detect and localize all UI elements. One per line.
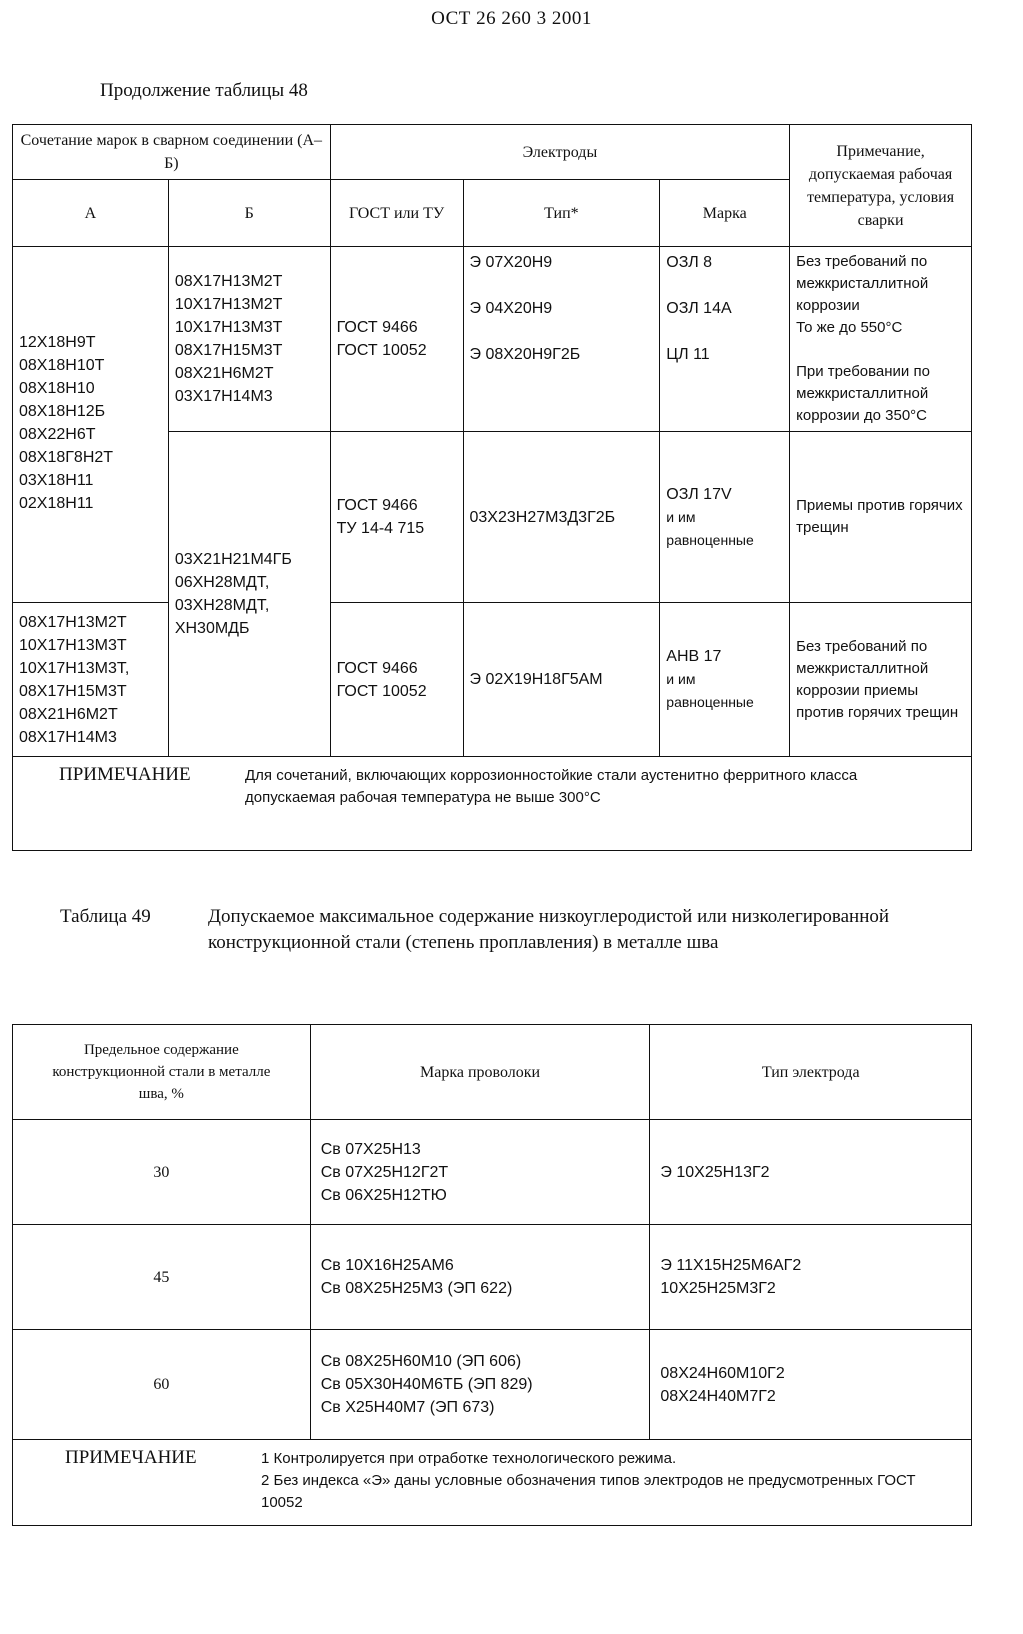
table-49 <box>12 1024 972 1526</box>
a1-item: 08Х18Н10 <box>19 379 95 397</box>
mark-value: ОЗЛ 8 <box>666 254 713 271</box>
wire-list <box>310 1225 650 1330</box>
table-48-note <box>13 757 972 851</box>
mark-value: ЦЛ 11 <box>666 346 710 363</box>
r2-marks <box>660 432 790 603</box>
limit-60: 60 <box>13 1330 311 1440</box>
wire-list <box>310 1330 650 1440</box>
note-line: То же до 550°С <box>796 319 903 336</box>
wire-value: Св 10Х16Н25АМ6 <box>320 1257 454 1274</box>
gost-value: ГОСТ 10052 <box>336 682 427 700</box>
table-48 <box>12 124 972 851</box>
gost-value: ГОСТ 10052 <box>336 342 427 359</box>
a-group-1 <box>13 247 169 603</box>
header-b: Б <box>168 180 330 247</box>
b1-item: 08Х17Н15М3Т <box>174 342 283 359</box>
b1-item: 10Х17Н13М2Т <box>174 296 283 313</box>
a1-item: 02Х18Н11 <box>19 494 94 512</box>
document-header: ОСТ 26 260 3 2001 <box>431 8 592 29</box>
caption-label: Таблица 49 <box>60 906 151 927</box>
a2-item: 10Х17Н13М3Т, <box>19 659 130 677</box>
b1-item: 10Х17Н13М3Т <box>174 319 283 336</box>
electrode-value: 10Х25Н25М3Г2 <box>660 1280 776 1297</box>
a1-item: 08Х18Г8Н2Т <box>19 448 114 466</box>
a2-item: 10Х17Н13М3Т <box>19 636 127 654</box>
type-value: Э 08Х20Н9Г2Б <box>469 346 581 363</box>
electrode-list <box>650 1225 972 1330</box>
gost-value: ГОСТ 9466 <box>336 497 418 514</box>
gost-value: ТУ 14-4 715 <box>336 520 425 537</box>
a1-item: 08Х22Н6Т <box>19 425 96 443</box>
a1-item: 08Х18Н10Т <box>19 356 105 374</box>
note-text: Для сочетаний, включающих коррозионностойкие стали аустенитно ферритного класса допускаемая рабочая температура не выше 300°С <box>245 767 858 806</box>
limit-30: 30 <box>13 1120 311 1225</box>
table-48-caption: Продолжение таблицы 48 <box>100 80 308 101</box>
r3-type: Э 02Х19Н18Г5АМ <box>463 603 660 757</box>
gost-value: ГОСТ 9466 <box>336 319 418 336</box>
electrode-value: 08Х24Н40М7Г2 <box>660 1387 776 1405</box>
mark-value: и им <box>666 508 696 525</box>
r1-note <box>790 247 972 432</box>
wire-value: Св 06Х25Н12ТЮ <box>320 1186 447 1204</box>
mark-value: равноценные <box>666 694 754 710</box>
limit-45: 45 <box>13 1225 311 1330</box>
b2-item: 03ХН28МДТ, <box>174 597 270 614</box>
electrode-list <box>650 1330 972 1440</box>
gost-value: ГОСТ 9466 <box>336 659 418 677</box>
r1-gost <box>330 247 463 432</box>
header-limit: Предельное содержание конструкционной стали в металле шва, % <box>13 1025 311 1120</box>
type-value: Э 07Х20Н9 <box>469 254 553 271</box>
mark-value: ОЗЛ 14А <box>666 300 732 317</box>
a1-item: 03Х18Н11 <box>19 471 94 489</box>
r1-marks <box>660 247 790 432</box>
note-line: При требовании по межкристаллитной коррозии до 350°С <box>796 363 930 424</box>
table-49-note <box>13 1440 972 1526</box>
header-wire: Марка проволоки <box>310 1025 650 1120</box>
type-value: Э 04Х20Н9 <box>469 300 553 317</box>
mark-value: ОЗЛ 17V <box>666 485 732 503</box>
a2-item: 08Х17Н14М3 <box>19 728 117 746</box>
r2-type: 03Х23Н27М3Д3Г2Б <box>463 432 660 603</box>
note-line: Без требований по межкристаллитной коррозии <box>796 253 929 314</box>
mark-value: АНВ 17 <box>666 648 722 665</box>
wire-value: Св 05Х30Н40М6ТБ (ЭП 829) <box>320 1376 533 1393</box>
wire-value: Св 08Х25Н60М10 (ЭП 606) <box>320 1353 522 1370</box>
header-a: А <box>13 180 169 247</box>
a2-item: 08Х17Н15М3Т <box>19 682 127 700</box>
b2-item: ХН30МДБ <box>174 620 250 637</box>
b2-item: 06ХН28МДТ, <box>174 574 270 591</box>
note-label: ПРИМЕЧАНИЕ <box>65 1447 197 1468</box>
electrode-value: Э 10Х25Н13Г2 <box>660 1163 770 1181</box>
wire-list <box>310 1120 650 1225</box>
a1-item: 08Х18Н12Б <box>19 402 106 420</box>
note-line: 2 Без индекса «Э» даны условные обозначения типов электродов не предусмотренных ГОСТ 10052 <box>261 1472 916 1511</box>
wire-value: Св 07Х25Н12Г2Т <box>320 1163 449 1181</box>
b2-item: 03Х21Н21М4ГБ <box>174 551 292 568</box>
note-lines <box>261 1446 951 1514</box>
b-group-2 <box>168 432 330 757</box>
electrode-list <box>650 1120 972 1225</box>
a2-item: 08Х21Н6М2Т <box>19 705 118 723</box>
b1-item: 08Х21Н6М2Т <box>174 365 274 382</box>
note-label: ПРИМЕЧАНИЕ <box>59 764 191 785</box>
header-type: Тип* <box>463 180 660 247</box>
r2-gost <box>330 432 463 603</box>
b1-item: 08Х17Н13М2Т <box>174 273 283 290</box>
b-group-1 <box>168 247 330 432</box>
note-line: 1 Контролируется при отработке технологического режима. <box>261 1450 677 1467</box>
wire-value: Св 08Х25Н25М3 (ЭП 622) <box>320 1280 513 1297</box>
electrode-value: Э 11Х15Н25М6АГ2 <box>660 1257 802 1274</box>
r3-note: Без требований по межкристаллитной коррозии приемы против горячих трещин <box>790 603 972 757</box>
r1-types <box>463 247 660 432</box>
r3-gost <box>330 603 463 757</box>
header-electrode: Тип электрода <box>650 1025 972 1120</box>
header-note: Примечание, допускаемая рабочая температура, условия сварки <box>790 125 972 247</box>
header-mark: Марка <box>660 180 790 247</box>
a1-item: 12Х18Н9Т <box>19 333 96 351</box>
header-electrodes: Электроды <box>330 125 789 180</box>
wire-value: Св Х25Н40М7 (ЭП 673) <box>320 1399 495 1416</box>
a-group-2 <box>13 603 169 757</box>
r2-note: Приемы против горячих трещин <box>790 432 972 603</box>
wire-value: Св 07Х25Н13 <box>320 1140 421 1158</box>
header-gost: ГОСТ или ТУ <box>330 180 463 247</box>
mark-value: равноценные <box>666 531 754 548</box>
b1-item: 03Х17Н14М3 <box>174 388 273 405</box>
header-combo: Сочетание марок в сварном соединении (А–Б) <box>13 125 331 180</box>
r3-marks <box>660 603 790 757</box>
electrode-value: 08Х24Н60М10Г2 <box>660 1364 785 1382</box>
a2-item: 08Х17Н13М2Т <box>19 613 127 631</box>
mark-value: и им <box>666 671 696 687</box>
caption-text: Допускаемое максимальное содержание низкоуглеродистой или низколегированной конструкционной стали (степень проплавления) в металле шва <box>208 906 890 953</box>
